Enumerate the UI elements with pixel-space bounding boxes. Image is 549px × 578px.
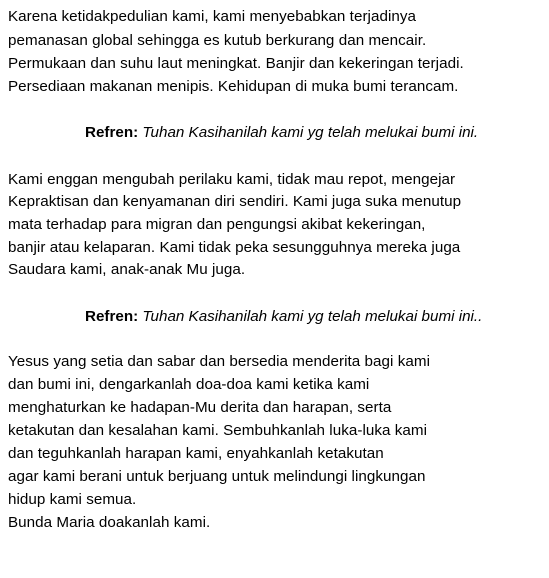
paragraph2-line: banjir atau kelaparan. Kami tidak peka sesungguhnya mereka juga bbox=[8, 239, 461, 256]
paragraph1-line: Permukaan dan suhu laut meningkat. Banjir dan kekeringan terjadi. bbox=[8, 55, 464, 72]
paragraph3-line: hidup kami semua. bbox=[8, 491, 137, 508]
paragraph3-line: agar kami berani untuk berjuang untuk melindungi lingkungan bbox=[8, 468, 426, 485]
paragraph2-line: Kami enggan mengubah perilaku kami, tidak mau repot, mengejar bbox=[8, 171, 456, 188]
paragraph2-line: mata terhadap para migran dan pengungsi akibat kekeringan, bbox=[8, 216, 426, 233]
refrain-label: Refren: bbox=[85, 124, 139, 141]
paragraph1-line: pemanasan global sehingga es kutub berkurang dan mencair. bbox=[8, 32, 427, 49]
paragraph1-line: Karena ketidakpedulian kami, kami menyebabkan terjadinya bbox=[8, 8, 417, 25]
paragraph3-line: dan bumi ini, dengarkanlah doa-doa kami ketika kami bbox=[8, 376, 370, 393]
refrain-text: Tuhan Kasihanilah kami yg telah melukai bumi ini. bbox=[142, 124, 479, 141]
paragraph3-line: dan teguhkanlah harapan kami, enyahkanlah ketakutan bbox=[8, 445, 384, 462]
refrain-2 bbox=[85, 306, 482, 328]
refrain-label: Refren: bbox=[85, 308, 139, 325]
refrain-text: Tuhan Kasihanilah kami yg telah melukai bumi ini.. bbox=[142, 308, 483, 325]
paragraph3-line: menghaturkan ke hadapan-Mu derita dan harapan, serta bbox=[8, 399, 392, 416]
paragraph2-line: Kepraktisan dan kenyamanan diri sendiri. Kami juga suka menutup bbox=[8, 193, 462, 210]
paragraph2-line: Saudara kami, anak-anak Mu juga. bbox=[8, 261, 246, 278]
paragraph3-line: Yesus yang setia dan sabar dan bersedia menderita bagi kami bbox=[8, 353, 430, 370]
paragraph3-line: Bunda Maria doakanlah kami. bbox=[8, 514, 211, 531]
paragraph3-line: ketakutan dan kesalahan kami. Sembuhkanlah luka-luka kami bbox=[8, 422, 428, 439]
refrain-1 bbox=[85, 122, 478, 144]
paragraph1-line: Persediaan makanan menipis. Kehidupan di muka bumi terancam. bbox=[8, 78, 459, 95]
